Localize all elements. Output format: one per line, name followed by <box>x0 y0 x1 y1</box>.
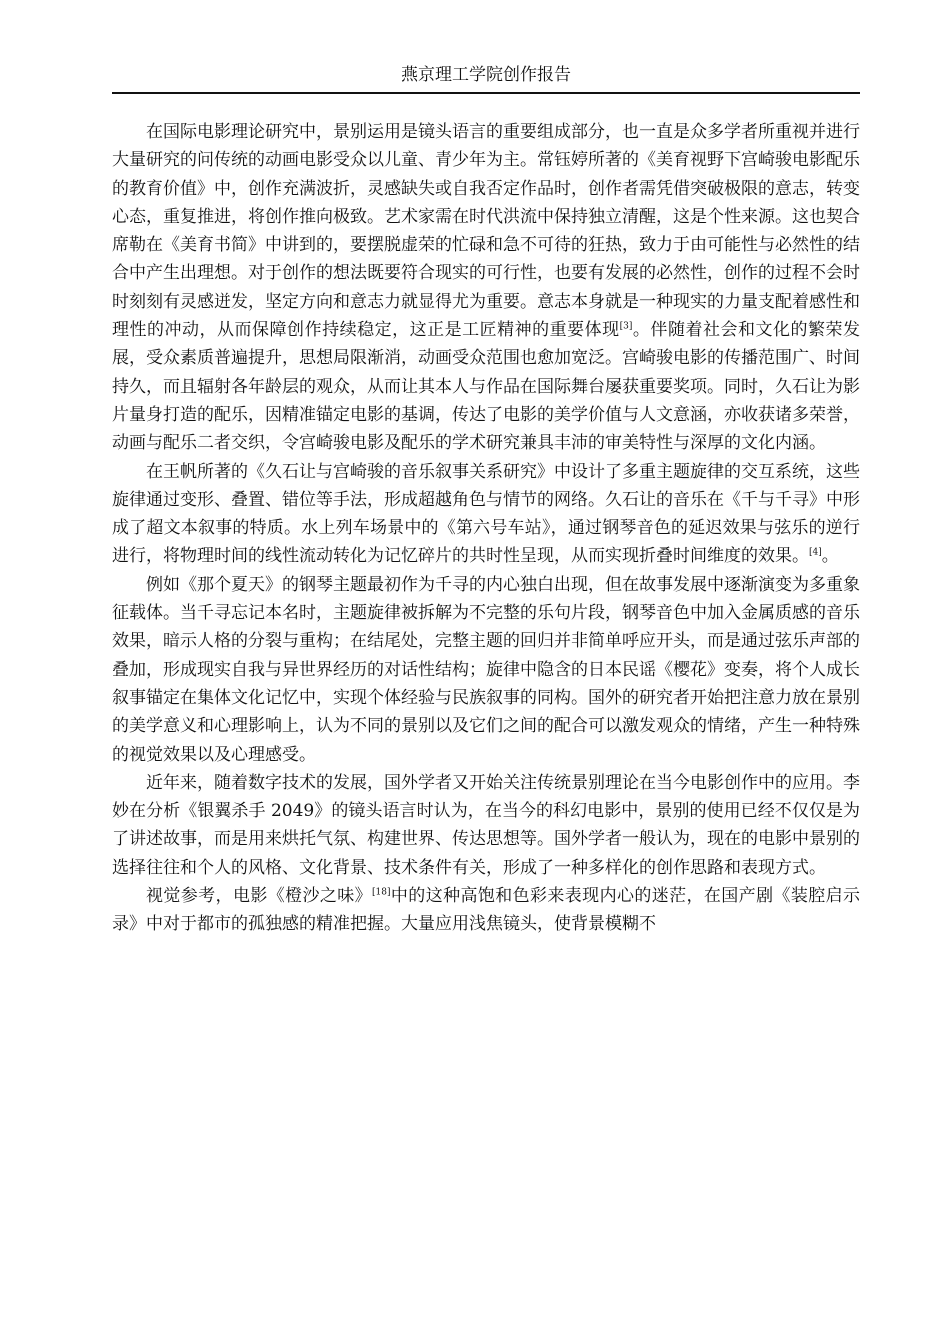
citation: [18] <box>372 887 391 898</box>
report-body <box>112 118 860 939</box>
paragraph-5 <box>112 882 860 939</box>
page-header: 燕京理工学院创作报告 <box>112 62 860 94</box>
paragraph-text: 近年来，随着数字技术的发展，国外学者又开始关注传统景别理论在当今电影创作中的应用。李妙在分析《银翼杀手 2049》的镜头语言时认为，在当今的科幻电影中，景别的使用已经不仅仅是为了讲述故事，而是用来烘托气氛、构建世界、传达思想等。国外学者一般认为，现在的电影中景别的选择往往和个人的风格、文化背景、技术条件有关，形成了一种多样化的创作思路和表现方式。 <box>112 772 860 878</box>
paragraph-4 <box>112 769 860 882</box>
paragraph-text-tail: 。 <box>821 546 839 567</box>
paragraph-text: 在国际电影理论研究中，景别运用是镜头语言的重要组成部分，也一直是众多学者所重视并进行大量研究的问传统的动画电影受众以儿童、青少年为主。常钰婷所著的《美育视野下宫崎骏电影配乐的教育价值》中，创作充满波折，灵感缺失或自我否定作品时，创作者需凭借突破极限的意志，转变心态，重复推进，将创作推向极致。艺术家需在时代洪流中保持独立清醒，这是个性来源。这也契合席勒在《美育书简》中讲到的，要摆脱虚荣的忙碌和急不可待的狂热，致力于由可能性与必然性的结合中产生出理想。对于创作的想法既要符合现实的可行性，也要有发展的必然性，创作的过程不会时时刻刻有灵感迸发，坚定方向和意志力就显得尤为重要。意志本身就是一种现实的力量支配着感性和理性的冲动，从而保障创作持续稳定，这正是工匠精神的重要体现 <box>112 122 860 341</box>
citation: [3] <box>619 321 633 332</box>
citation: [4] <box>809 547 822 558</box>
paragraph-text: 视觉参考，电影《橙沙之味》 <box>146 886 373 907</box>
paragraph-text: 例如《那个夏天》的钢琴主题最初作为千寻的内心独白出现，但在故事发展中逐渐演变为多重象征载体。当千寻忘记本名时，主题旋律被拆解为不完整的乐句片段，钢琴音色中加入金属质感的音乐效果，暗示人格的分裂与重构；在结尾处，完整主题的回归并非简单呼应开头，而是通过弦乐声部的叠加，形成现实自我与异世界经历的对话性结构；旋律中隐含的日本民谣《樱花》变奏，将个人成长叙事锚定在集体文化记忆中，实现个体经验与民族叙事的同构。国外的研究者开始把注意力放在景别的美学意义和心理影响上，认为不同的景别以及它们之间的配合可以激发观众的情绪，产生一种特殊的视觉效果以及心理感受。 <box>112 574 860 765</box>
paragraph-1 <box>112 118 860 458</box>
paragraph-text-tail: 中的这种高饱和色彩来表现内心的迷茫，在国产剧《装腔启示录》中对于都市的孤独感的精准把握。大量应用浅焦镜头，使背景模糊不 <box>112 886 861 935</box>
paragraph-3 <box>112 571 860 769</box>
paragraph-text: 在王帆所著的《久石让与宫崎骏的音乐叙事关系研究》中设计了多重主题旋律的交互系统，这些旋律通过变形、叠置、错位等手法，形成超越角色与情节的网络。久石让的音乐在《千与千寻》中形成了超文本叙事的特质。水上列车场景中的《第六号车站》，通过钢琴音色的延迟效果与弦乐的逆行进行，将物理时间的线性流动转化为记忆碎片的共时性呈现，从而实现折叠时间维度的效果。 <box>112 461 860 567</box>
paragraph-2 <box>112 458 860 571</box>
paragraph-text-tail: 。伴随着社会和文化的繁荣发展，受众素质普遍提升，思想局限渐消，动画受众范围也愈加宽泛。宫崎骏电影的传播范围广、时间持久，而且辐射各年龄层的观众，从而让其本人与作品在国际舞台屡获重要奖项。同时，久石让为影片量身打造的配乐，因精准锚定电影的基调，传达了电影的美学价值与人文意涵，亦收获诸多荣誉，动画与配乐二者交织，令宫崎骏电影及配乐的学术研究兼具丰沛的审美特性与深厚的文化内涵。 <box>112 320 860 454</box>
